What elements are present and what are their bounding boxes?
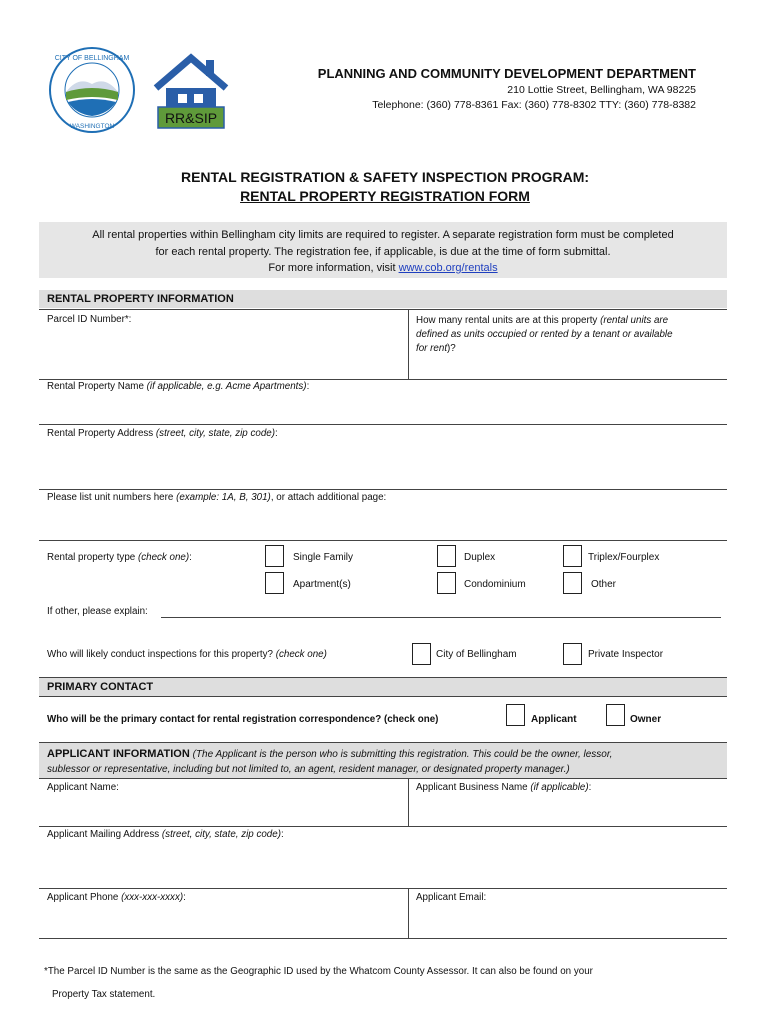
inspector-hint: (check one): [275, 649, 327, 660]
divider: [408, 888, 409, 938]
apartments-checkbox[interactable]: [265, 572, 284, 594]
single-family-label: Single Family: [293, 552, 354, 563]
divider: [39, 888, 727, 889]
owner-checkbox[interactable]: [606, 704, 625, 726]
divider: [39, 489, 727, 490]
applicant-section-header: [39, 743, 727, 778]
divider: [408, 778, 409, 826]
property-type-label: Rental property type (check one):: [47, 552, 192, 563]
applicant-name-label: Applicant Name:: [47, 782, 119, 793]
divider: [39, 938, 727, 939]
units-hint-2: defined as units occupied or rented by a tenant or available: [416, 329, 673, 340]
other-checkbox[interactable]: [563, 572, 582, 594]
private-inspector-checkbox[interactable]: [563, 643, 582, 665]
divider: [39, 379, 727, 380]
form-subtitle: RENTAL PROPERTY REGISTRATION FORM: [240, 188, 530, 204]
other-label: Other: [591, 579, 617, 590]
divider: [39, 424, 727, 425]
business-name-label: Applicant Business Name (if applicable):: [416, 782, 592, 793]
applicant-note-1: (The Applicant is the person who is submitting this registration. This could be the owner, lessor,: [192, 749, 613, 760]
property-name-text: Rental Property Name: [47, 381, 147, 392]
duplex-label: Duplex: [464, 552, 496, 563]
property-address-text: Rental Property Address: [47, 428, 156, 439]
parcel-id-label: Parcel ID Number*:: [47, 314, 132, 325]
intro-line-2: for each rental property. The registration fee, if applicable, is due at the time of form submittal.: [155, 245, 611, 258]
unit-numbers-label: [47, 492, 386, 503]
divider: [39, 778, 727, 779]
business-name-text: Applicant Business Name: [416, 782, 531, 793]
property-type-text: Rental property type: [47, 552, 138, 563]
form-title: RENTAL REGISTRATION & SAFETY INSPECTION PROGRAM:: [180, 169, 590, 185]
footnote-line-1: *The Parcel ID Number is the same as the Geographic ID used by the Whatcom County Assessor. It can also be found on your: [44, 966, 593, 977]
footnote-line-2: Property Tax statement.: [52, 989, 156, 1000]
other-explain-label: If other, please explain:: [47, 606, 148, 617]
apartments-label: Apartment(s): [293, 579, 351, 590]
department-name: PLANNING AND COMMUNITY DEVELOPMENT DEPARTMENT: [317, 66, 696, 81]
mailing-address-text: Applicant Mailing Address: [47, 829, 162, 840]
applicant-email-label: Applicant Email:: [416, 892, 487, 903]
units-hint-3: for rent: [416, 343, 448, 354]
divider: [39, 309, 727, 310]
inspector-text: Who will likely conduct inspections for this property?: [47, 649, 276, 660]
triplex-fourplex-label: Triplex/Fourplex: [588, 552, 660, 563]
applicant-phone-text: Applicant Phone: [47, 892, 122, 903]
property-name-hint: (if applicable, e.g. Acme Apartments): [146, 381, 307, 392]
rental-property-section-header: RENTAL PROPERTY INFORMATION: [39, 290, 727, 308]
units-question: How many rental units are at this property: [416, 315, 598, 326]
svg-text:WASHINGTON: WASHINGTON: [69, 123, 115, 130]
divider: [39, 696, 727, 697]
other-explain-field[interactable]: [161, 617, 721, 618]
unit-numbers-suffix: , or attach additional page:: [270, 492, 387, 503]
unit-numbers-text: Please list unit numbers here: [47, 492, 177, 503]
svg-text:RR&SIP: RR&SIP: [164, 110, 218, 126]
mailing-address-hint: (street, city, state, zip code): [161, 829, 281, 840]
mailing-address-label: Applicant Mailing Address (street, city, state, zip code):: [47, 829, 284, 840]
applicant-phone-hint: (xxx-xxx-xxxx): [121, 892, 184, 903]
city-seal-logo: [48, 46, 136, 134]
business-name-hint: (if applicable): [530, 782, 589, 793]
single-family-checkbox[interactable]: [265, 545, 284, 567]
applicant-note-2: sublessor or representative, including but not limited to, an agent, resident manager, or designated property manager.): [47, 764, 570, 775]
property-address-hint: (street, city, state, zip code): [155, 428, 275, 439]
primary-contact-section-header: PRIMARY CONTACT: [39, 678, 727, 696]
units-count-label: [416, 314, 721, 356]
divider: [39, 540, 727, 541]
applicant-heading: APPLICANT INFORMATION: [47, 748, 190, 760]
city-of-bellingham-label: City of Bellingham: [436, 649, 517, 660]
inspector-label: [47, 649, 327, 660]
triplex-fourplex-checkbox[interactable]: [563, 545, 582, 567]
rentals-link[interactable]: www.cob.org/rentals: [398, 262, 498, 274]
intro-more-info: For more information, visit: [268, 262, 399, 274]
intro-line-1: All rental properties within Bellingham city limits are required to register. A separate registration form must be completed: [92, 229, 674, 241]
property-type-hint: (check one): [137, 552, 190, 563]
condominium-checkbox[interactable]: [437, 572, 456, 594]
duplex-checkbox[interactable]: [437, 545, 456, 567]
applicant-phone-label: Applicant Phone (xxx-xxx-xxxx):: [47, 892, 186, 903]
property-address-label: Rental Property Address (street, city, state, zip code):: [47, 428, 278, 439]
department-phone: Telephone: (360) 778-8361 Fax: (360) 778-8302 TTY: (360) 778-8382: [372, 99, 696, 111]
unit-numbers-hint: (example: 1A, B, 301): [176, 492, 271, 503]
intro-box: [39, 222, 727, 278]
owner-option-label: Owner: [630, 714, 662, 725]
primary-contact-question: Who will be the primary contact for rental registration correspondence? (check one): [47, 714, 439, 725]
private-inspector-label: Private Inspector: [588, 649, 664, 660]
city-of-bellingham-checkbox[interactable]: [412, 643, 431, 665]
department-address: 210 Lottie Street, Bellingham, WA 98225: [507, 84, 696, 96]
svg-text:CITY OF BELLINGHAM: CITY OF BELLINGHAM: [54, 55, 130, 62]
intro-line-3: [39, 260, 727, 277]
divider: [39, 826, 727, 827]
units-hint-1: (rental units are: [600, 315, 669, 326]
divider: [408, 309, 409, 379]
units-hint-end: )?: [447, 343, 456, 354]
property-name-label: Rental Property Name (if applicable, e.g. Acme Apartments):: [47, 381, 310, 392]
applicant-checkbox[interactable]: [506, 704, 525, 726]
applicant-option-label: Applicant: [531, 714, 577, 725]
condominium-label: Condominium: [464, 579, 526, 590]
